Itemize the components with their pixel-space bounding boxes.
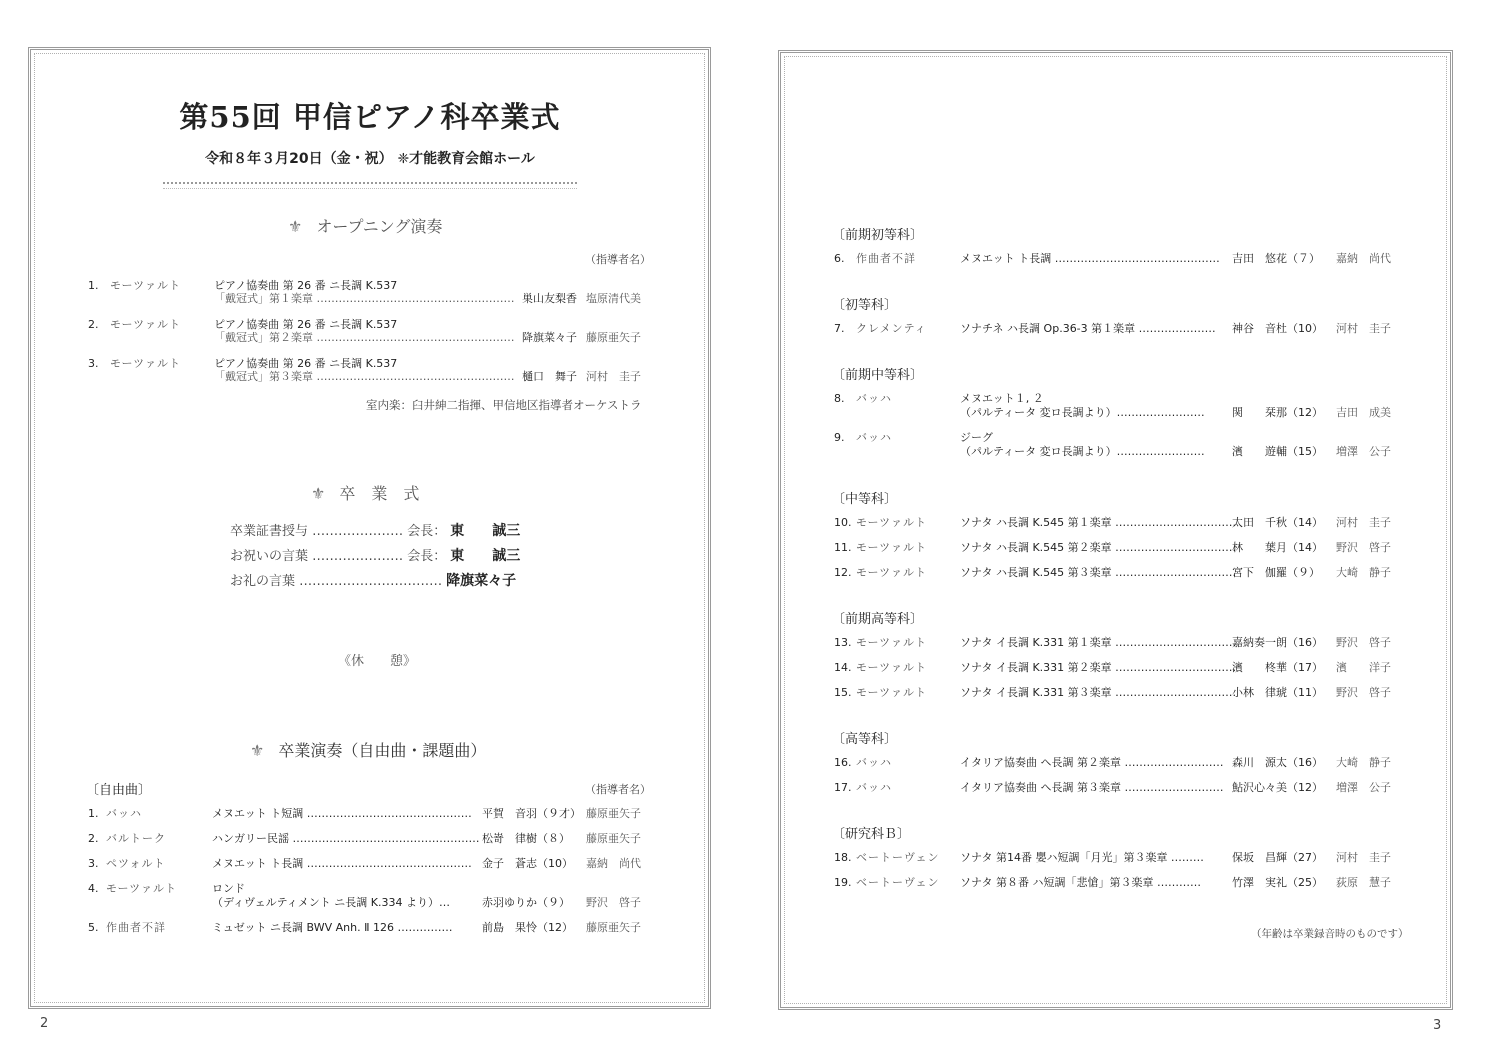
teacher-name: 嘉納 尚代 [1336,252,1391,265]
item-number: 8. [834,392,845,405]
piece-title: ソナタ イ長調 K.331 第１楽章 …………………………… [960,636,1237,649]
left-page-number: 2 [40,1016,49,1031]
performer-name: 嘉納奏一朗（16） [1232,636,1323,649]
teacher-name: 野沢 啓子 [1336,686,1391,699]
ceremony-row [230,545,520,565]
ceremony-row [230,520,520,540]
item-number: 7. [834,322,845,335]
composer: モーツァルト [856,636,928,649]
break-label: 《休 憩》 [338,654,417,669]
piece-title: メヌエット１, ２ [960,392,1044,405]
teacher-name: 藤原亜矢子 [586,832,641,845]
piece-title: ハンガリー民謡 …………………………………………… [212,832,480,845]
section-category: 〔前期中等科〕 [832,368,924,383]
item-number: 18. [834,851,852,864]
piece-title: ソナタ イ長調 K.331 第２楽章 …………………………… [960,661,1237,674]
ceremony-name: 東 誠三 [450,523,521,539]
piece-title: ミュゼット ニ長調 BWV Anh. Ⅱ 126 …………… [212,921,453,934]
graduation-row [88,857,648,871]
performer-name: 関 栞那（12） [1232,406,1323,419]
composer: モーツァルト [856,686,928,699]
ceremony-label: お礼の言葉 …………………………… [230,574,443,589]
program-row [834,431,1400,459]
piece-subtitle: 「戴冠式」第１楽章 ……………………………………………… [214,292,515,305]
performer-name: 赤羽ゆりか（９） [482,896,570,909]
teacher-name: 増澤 公子 [1336,445,1391,458]
performer-name: 樋口 舞子 [522,370,577,383]
free-piece-category: 〔自由曲〕 [86,783,152,798]
program-row [834,876,1400,890]
performer-name: 小林 律琥（11） [1232,686,1323,699]
performer-name: 降旗菜々子 [522,331,577,344]
piece-title: ソナタ ハ長調 K.545 第１楽章 …………………………… [960,516,1237,529]
program-row [834,322,1400,336]
graduation-row [88,807,648,821]
ceremony-label: 卒業証書授与 ………………… 会長： [230,524,447,539]
teacher-name: 荻原 慧子 [1336,876,1391,889]
piece-title: ソナタ イ長調 K.331 第３楽章 …………………………… [960,686,1237,699]
piece-title: ソナタ 第８番 ハ短調「悲愴」第３楽章 ………… [960,876,1201,889]
page-title: 第55回 甲信ピアノ科卒業式 [179,100,561,134]
item-number: 9. [834,431,845,444]
performer-name: 林 葉月（14） [1232,541,1323,554]
program-row [834,541,1400,555]
piece-title: ピアノ協奏曲 第 26 番 ニ長調 K.537 [214,357,398,370]
composer: モーツァルト [110,279,182,292]
piece-title: ロンド [212,882,245,895]
right-page-number: 3 [1433,1018,1442,1033]
teacher-name: 塩原清代美 [586,292,641,305]
teacher-name: 河村 圭子 [586,370,641,383]
piece-title: メヌエット ト長調 ……………………………………… [960,252,1220,265]
piece-title: メヌエット ト長調 ……………………………………… [212,857,472,870]
item-number: 13. [834,636,852,649]
item-number: 10. [834,516,852,529]
composer: モーツァルト [856,541,928,554]
composer: バッハ [856,781,892,794]
orchestra-note: 室内楽：臼井紳二指揮、甲信地区指導者オーケストラ [366,398,642,412]
performer-name: 平賀 音羽（９才） [482,807,581,820]
performer-name: 森川 源太（16） [1232,756,1323,769]
piece-subtitle: 「戴冠式」第２楽章 ……………………………………………… [214,331,515,344]
performer-name: 松嵜 律樹（８） [482,832,570,845]
piece-title: メヌエット ト短調 ……………………………………… [212,807,472,820]
item-number: 12. [834,566,852,579]
performer-name: 巣山友梨香 [522,292,577,305]
piece-subtitle: （ディヴェルティメント ニ長調 K.334 より）… [212,896,450,909]
composer: モーツァルト [110,357,182,370]
teacher-name: 野沢 啓子 [586,896,641,909]
program-row [834,516,1400,530]
performer-name: 神谷 音杜（10） [1232,322,1323,335]
composer: モーツァルト [856,566,928,579]
composer: 作曲者不詳 [856,252,916,265]
graduation-row [88,921,648,935]
teacher-name: 藤原亜矢子 [586,331,641,344]
opening-row [88,357,648,387]
item-number: 15. [834,686,852,699]
program-row [834,686,1400,700]
teacher-name: 嘉納 尚代 [586,857,641,870]
program-row [834,781,1400,795]
piece-subtitle: （パルティータ 変ロ長調より）…………………… [960,445,1205,458]
section-category: 〔前期初等科〕 [832,228,924,243]
piece-title: イタリア協奏曲 ヘ長調 第２楽章 ……………………… [960,756,1224,769]
section-category: 〔前期高等科〕 [832,612,924,627]
item-number: 6. [834,252,845,265]
section-category: 〔初等科〕 [832,298,898,313]
item-number: 17. [834,781,852,794]
composer: バルトーク [106,832,166,845]
ornament-divider [163,182,577,189]
item-number: 14. [834,661,852,674]
program-row [834,392,1400,420]
composer: バッハ [856,431,892,444]
item-number: 4. [88,882,99,895]
piece-subtitle: 「戴冠式」第３楽章 ……………………………………………… [214,370,515,383]
teacher-name: 濱 洋子 [1336,661,1391,674]
piece-title: ソナタ 第14番 嬰ハ短調「月光」第３楽章 ……… [960,851,1204,864]
piece-title: ソナタ ハ長調 K.545 第２楽章 …………………………… [960,541,1237,554]
composer: モーツァルト [856,516,928,529]
piece-subtitle: （パルティータ 変ロ長調より）…………………… [960,406,1205,419]
composer: モーツァルト [110,318,182,331]
composer: モーツァルト [106,882,178,895]
composer: クレメンティ [856,322,927,335]
event-date-venue: 令和８年３月20日（金・祝） ❈才能教育会館ホール [205,151,535,167]
ceremony-heading-text: 卒 業 式 [339,484,420,503]
program-row [834,636,1400,650]
right-page-frame [778,50,1453,1010]
ceremony-heading [311,481,419,504]
graduation-instructor-header: （指導者名） [585,783,651,796]
piece-title: ソナタ ハ長調 K.545 第３楽章 …………………………… [960,566,1237,579]
performer-name: 鮎沢心々美（12） [1232,781,1323,794]
opening-row [88,279,648,309]
teacher-name: 藤原亜矢子 [586,921,641,934]
teacher-name: 大崎 静子 [1336,566,1391,579]
item-number: 2. [88,832,99,845]
composer: モーツァルト [856,661,928,674]
performer-name: 保坂 昌輝（27） [1232,851,1323,864]
item-number: 11. [834,541,852,554]
performer-name: 濱 遊輔（15） [1232,445,1323,458]
opening-heading-text: オープニング演奏 [316,217,443,236]
ceremony-name: 東 誠三 [450,548,521,564]
composer: 作曲者不詳 [106,921,166,934]
item-number: 3. [88,857,99,870]
ceremony-row [230,570,516,590]
program-row [834,851,1400,865]
graduation-heading [250,738,486,761]
fleur-icon: ⚜ [311,484,326,503]
composer: ペツォルト [106,857,166,870]
composer: バッハ [856,392,892,405]
age-note: （年齢は卒業録音時のものです） [1251,928,1409,940]
item-number: 1. [88,807,99,820]
piece-title: ジーグ [960,431,993,444]
performer-name: 宮下 伽羅（９） [1232,566,1320,579]
teacher-name: 河村 圭子 [1336,516,1391,529]
composer: バッハ [106,807,142,820]
teacher-name: 大崎 静子 [1336,756,1391,769]
item-number: 16. [834,756,852,769]
piece-title: ピアノ協奏曲 第 26 番 ニ長調 K.537 [214,318,398,331]
program-row [834,566,1400,580]
graduation-heading-text: 卒業演奏（自由曲・課題曲） [278,741,487,760]
program-row [834,252,1400,266]
section-category: 〔研究科Ｂ〕 [832,827,911,842]
graduation-row [88,882,648,910]
performer-name: 竹澤 実礼（25） [1232,876,1323,889]
item-number: 1. [88,279,99,292]
section-category: 〔中等科〕 [832,492,898,507]
ceremony-name: 降旗菜々子 [446,573,517,589]
piece-title: ソナチネ ハ長調 Op.36-3 第１楽章 ………………… [960,322,1216,335]
opening-heading [288,214,442,237]
composer: バッハ [856,756,892,769]
item-number: 19. [834,876,852,889]
program-row [834,661,1400,675]
item-number: 3. [88,357,99,370]
section-category: 〔高等科〕 [832,732,898,747]
teacher-name: 河村 圭子 [1336,851,1391,864]
teacher-name: 吉田 成美 [1336,406,1391,419]
teacher-name: 藤原亜矢子 [586,807,641,820]
teacher-name: 河村 圭子 [1336,322,1391,335]
fleur-icon: ⚜ [250,741,265,760]
ceremony-label: お祝いの言葉 ………………… 会長： [230,549,447,564]
composer: ベートーヴェン [856,876,940,889]
opening-row [88,318,648,348]
program-row [834,756,1400,770]
piece-title: イタリア協奏曲 ヘ長調 第３楽章 ……………………… [960,781,1224,794]
item-number: 2. [88,318,99,331]
performer-name: 金子 蒼志（10） [482,857,573,870]
performer-name: 太田 千秋（14） [1232,516,1323,529]
teacher-name: 増澤 公子 [1336,781,1391,794]
graduation-row [88,832,648,846]
fleur-icon: ⚜ [288,217,303,236]
teacher-name: 野沢 啓子 [1336,636,1391,649]
teacher-name: 野沢 啓子 [1336,541,1391,554]
piece-title: ピアノ協奏曲 第 26 番 ニ長調 K.537 [214,279,398,292]
item-number: 5. [88,921,99,934]
performer-name: 吉田 悠花（７） [1232,252,1320,265]
opening-instructor-header: （指導者名） [585,253,651,266]
performer-name: 濱 柊華（17） [1232,661,1323,674]
composer: ベートーヴェン [856,851,940,864]
performer-name: 前島 果怜（12） [482,921,573,934]
